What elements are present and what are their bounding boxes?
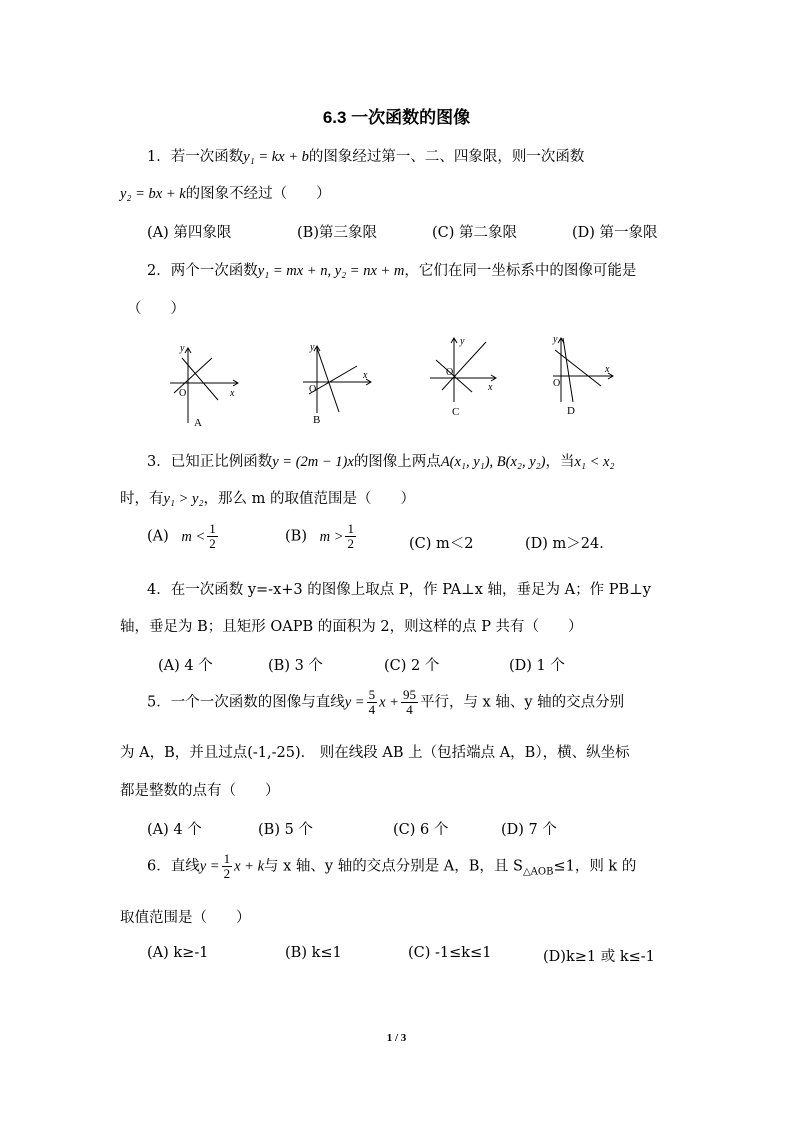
fraction-one-half [222, 852, 233, 881]
graph-d-origin: O [553, 378, 561, 389]
graph-a-origin: O [179, 388, 187, 399]
question-3-line-1 [147, 450, 615, 471]
question-1-option-c[interactable]: (C) 第二象限 [432, 225, 518, 241]
question-5-eq-pre: y = [344, 694, 365, 711]
question-3-line-2-pre: 时，有 [120, 491, 164, 507]
question-5-option-b[interactable]: (B) 5 个 [258, 822, 313, 838]
question-6-subscript: △AOB [522, 866, 554, 878]
question-2-equation: y₁ = mx + n, y₂ = nx + m [257, 263, 405, 279]
question-4-option-c[interactable]: (C) 2 个 [384, 658, 440, 674]
graph-c-origin: O [446, 367, 454, 378]
graph-d-figure [545, 330, 625, 425]
question-1-option-d[interactable]: (D) 第一象限 [572, 225, 658, 241]
question-2-tail: ，它们在同一坐标系中的图像可能是 [404, 263, 637, 279]
graph-a-label: A [194, 417, 202, 429]
fraction-numerator: 1 [209, 521, 216, 536]
question-1-line-2 [120, 182, 331, 203]
question-3-option-c[interactable]: (C) m＜2 [409, 536, 474, 552]
question-6-tail-2: ≤1，则 k 的 [553, 858, 637, 875]
fraction-numerator: 1 [347, 521, 354, 536]
fraction-denominator: 2 [209, 536, 216, 551]
question-3-option-a-label: (A) [147, 528, 169, 545]
page-title: 6.3 一次函数的图像 [322, 108, 471, 127]
question-3-equation: y = (2m − 1)x [272, 454, 354, 470]
fraction-denominator: 2 [223, 866, 231, 881]
fraction-one-half [207, 522, 218, 551]
graph-b-label: B [313, 414, 321, 426]
question-6-option-a[interactable]: (A) k≥-1 [147, 945, 209, 961]
question-3-option-b[interactable] [285, 522, 358, 551]
question-3-line-2 [120, 487, 415, 508]
question-5-tail: 平行，与 x 轴、y 轴的交点分别 [419, 694, 625, 711]
question-3-condition-1: x₁ < x₂ [574, 454, 615, 470]
question-3-condition-2: y₁ > y₂ [163, 491, 204, 507]
graph-d[interactable] [545, 330, 625, 425]
question-4-option-a[interactable]: (A) 4 个 [158, 658, 213, 674]
question-3-lead: 3．已知正比例函数 [147, 454, 273, 470]
question-4-line-1: 4．在一次函数 y=-x+3 的图像上取点 P，作 PA⊥x 轴，垂足为 A；作 PB⊥y [147, 582, 651, 598]
question-6-option-d[interactable]: (D)k≥1 或 k≤-1 [543, 949, 655, 965]
graph-a-figure [160, 338, 250, 433]
graph-b-figure [295, 338, 380, 433]
graph-a-x-label: x [230, 388, 235, 399]
graph-c-figure [422, 330, 507, 425]
question-5-line-3: 都是整数的点有（ ） [120, 783, 280, 799]
question-6-option-c[interactable]: (C) -1≤k≤1 [408, 945, 492, 961]
question-3-option-b-expr: m > [319, 528, 344, 545]
question-1-lead: 1．若一次函数 [147, 149, 244, 165]
question-6-eq-pre: y = [199, 858, 220, 875]
graph-b-origin: O [309, 384, 317, 395]
graph-a-y-label: y [180, 343, 185, 354]
question-3-option-a[interactable] [147, 522, 220, 551]
question-1-line-1 [147, 145, 584, 166]
question-5-eq-mid: x + [379, 694, 399, 711]
question-1-equation-1: y₁ = kx + b [243, 149, 309, 165]
question-2-lead: 2．两个一次函数 [147, 263, 258, 279]
fraction-five-quarters [367, 688, 378, 717]
question-1-middle: 的图象经过第一、二、四象限，则一次函数 [308, 149, 585, 165]
question-1-tail: 的图象不经过（ ） [185, 186, 331, 202]
question-6-option-b[interactable]: (B) k≤1 [285, 945, 342, 961]
question-6-lead: 6．直线 [147, 858, 200, 875]
fraction-numerator: 5 [368, 687, 376, 702]
question-1-option-a[interactable]: (A) 第四象限 [147, 225, 232, 241]
question-6-tail: 与 x 轴、y 轴的交点分别是 A，B，且 S [264, 858, 523, 875]
question-6-line-1 [147, 852, 636, 881]
question-4-option-d[interactable]: (D) 1 个 [509, 658, 565, 674]
graph-c-label: C [452, 406, 460, 418]
fraction-one-half [345, 522, 356, 551]
graph-c-x-label: x [488, 382, 493, 393]
graph-c[interactable] [422, 330, 507, 425]
question-2-line-1 [147, 259, 636, 280]
fraction-ninety-five-quarters [401, 688, 418, 717]
question-3-points: A(x₁, y₁), B(x₂, y₂) [440, 454, 546, 470]
question-3-option-d[interactable]: (D) m＞24． [525, 536, 614, 552]
graph-c-y-label: y [460, 336, 465, 347]
graph-d-y-label: y [553, 334, 558, 345]
question-3-middle: 的图像上两点 [353, 454, 441, 470]
question-3-option-a-expr: m < [181, 528, 206, 545]
graph-b-x-label: x [363, 370, 368, 381]
graph-a[interactable] [160, 338, 250, 433]
fraction-numerator: 95 [402, 687, 416, 702]
question-1-option-b[interactable]: (B)第三象限 [297, 225, 377, 241]
fraction-denominator: 2 [347, 536, 354, 551]
question-5-option-d[interactable]: (D) 7 个 [501, 822, 557, 838]
page-number: 1 / 3 [386, 1032, 407, 1044]
graph-b-y-label: y [310, 342, 315, 353]
fraction-denominator: 4 [406, 702, 413, 717]
question-4-line-2: 轴，垂足为 B；且矩形 OAPB 的面积为 2，则这样的点 P 共有（ ） [120, 619, 583, 635]
question-4-option-b[interactable]: (B) 3 个 [268, 658, 323, 674]
question-3-option-b-label: (B) [285, 528, 307, 545]
graph-d-label: D [567, 405, 575, 417]
question-5-line-2: 为 A，B，并且过点(-1,-25)． 则在线段 AB 上（包括端点 A，B），横、纵坐标 [120, 745, 630, 761]
question-5-option-c[interactable]: (C) 6 个 [393, 822, 449, 838]
question-1-equation-2: y₂ = bx + k [120, 186, 186, 202]
question-3-line-2-post: ，那么 m 的取值范围是（ ） [203, 491, 415, 507]
question-6-eq-post: x + k [234, 858, 264, 875]
question-5-lead: 5．一个一次函数的图像与直线 [147, 694, 345, 711]
fraction-numerator: 1 [223, 851, 231, 866]
question-3-when: ，当 [545, 454, 575, 470]
question-2-paren: （ ） [127, 301, 185, 317]
question-5-line-1 [147, 688, 624, 717]
question-6-line-2: 取值范围是（ ） [120, 910, 251, 926]
fraction-denominator: 4 [368, 702, 376, 717]
graph-d-x-label: x [605, 364, 610, 375]
graph-b[interactable] [295, 338, 380, 433]
question-5-option-a[interactable]: (A) 4 个 [147, 822, 202, 838]
